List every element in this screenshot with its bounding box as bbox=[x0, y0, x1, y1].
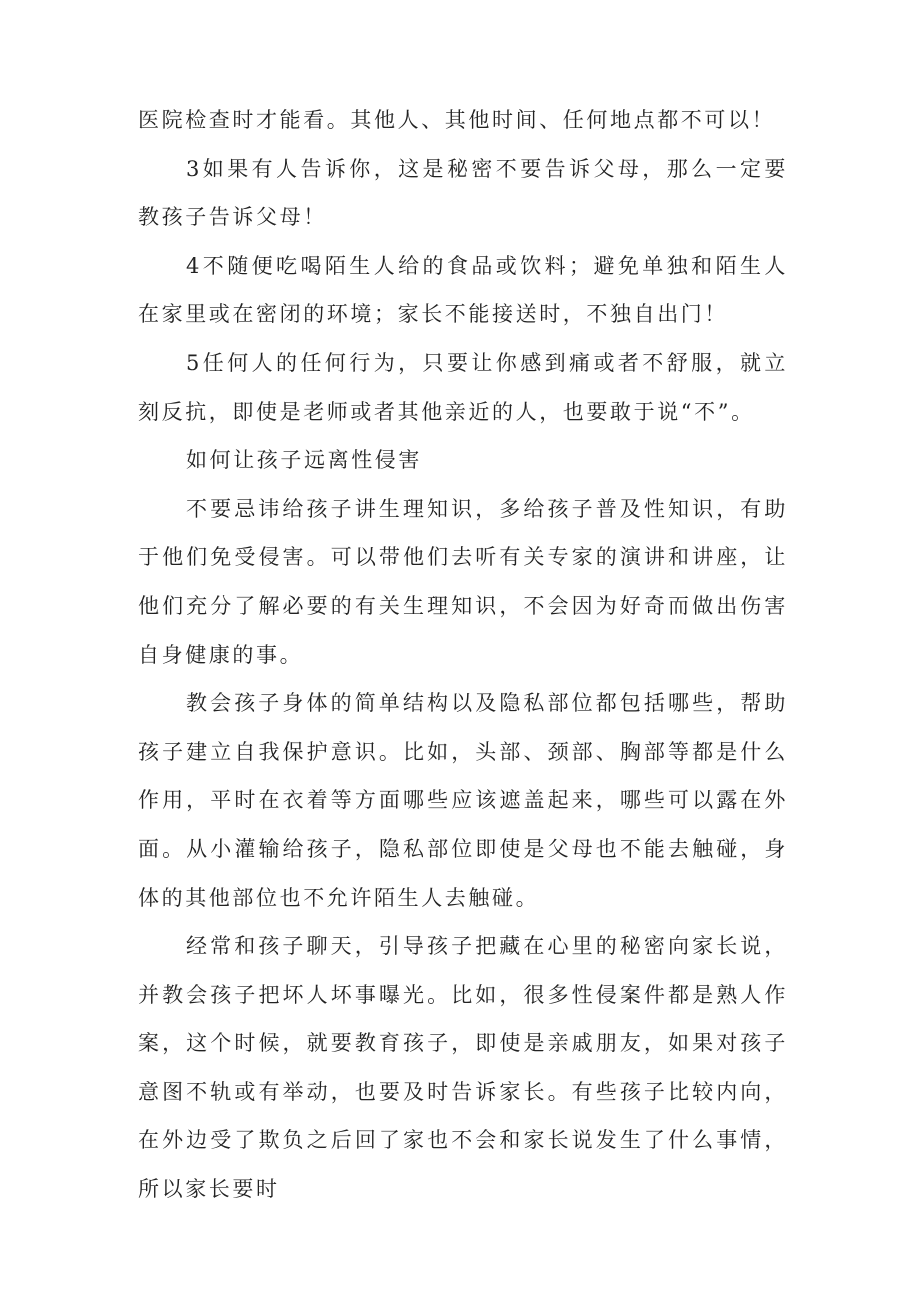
paragraph-physiology-knowledge: 不要忌讳给孩子讲生理知识，多给孩子普及性知识，有助于他们免受侵害。可以带他们去听有关专家的演讲和讲座，让他们充分了解必要的有关生理知识，不会因为好奇而做出伤害自身健康的事。 bbox=[138, 496, 788, 667]
paragraph-communication: 经常和孩子聊天，引导孩子把藏在心里的秘密向家长说，并教会孩子把坏人坏事曝光。比如，很多性侵案件都是熟人作案，这个时候，就要教育孩子，即使是亲戚朋友，如果对孩子意图不轨或有举动，也要及时告诉家长。有些孩子比较内向，在外边受了欺负之后回了家也不会和家长说发生了什么事情，所以家长要时 bbox=[138, 934, 788, 1202]
section-heading: 如何让孩子远离性侵害 bbox=[186, 448, 422, 473]
paragraph-body-structure: 教会孩子身体的简单结构以及隐私部位都包括哪些，帮助孩子建立自我保护意识。比如，头部、颈部、胸部等都是什么作用，平时在衣着等方面哪些应该遮盖起来，哪些可以露在外面。从小灌输给孩子，隐私部位即使是父母也不能去触碰，身体的其他部位也不允许陌生人去触碰。 bbox=[138, 691, 788, 910]
paragraph-item-5: 5任何人的任何行为，只要让你感到痛或者不舒服，就立刻反抗，即使是老师或者其他亲近的人，也要敢于说“不”。 bbox=[138, 350, 788, 424]
document-body bbox=[138, 96, 788, 1214]
paragraph-item-3: 3如果有人告诉你，这是秘密不要告诉父母，那么一定要教孩子告诉父母！ bbox=[138, 156, 788, 230]
paragraph-continuation: 医院检查时才能看。其他人、其他时间、任何地点都不可以！ bbox=[138, 108, 776, 132]
paragraph-item-4: 4不随便吃喝陌生人给的食品或饮料；避免单独和陌生人在家里或在密闭的环境；家长不能接送时，不独自出门！ bbox=[138, 253, 788, 327]
